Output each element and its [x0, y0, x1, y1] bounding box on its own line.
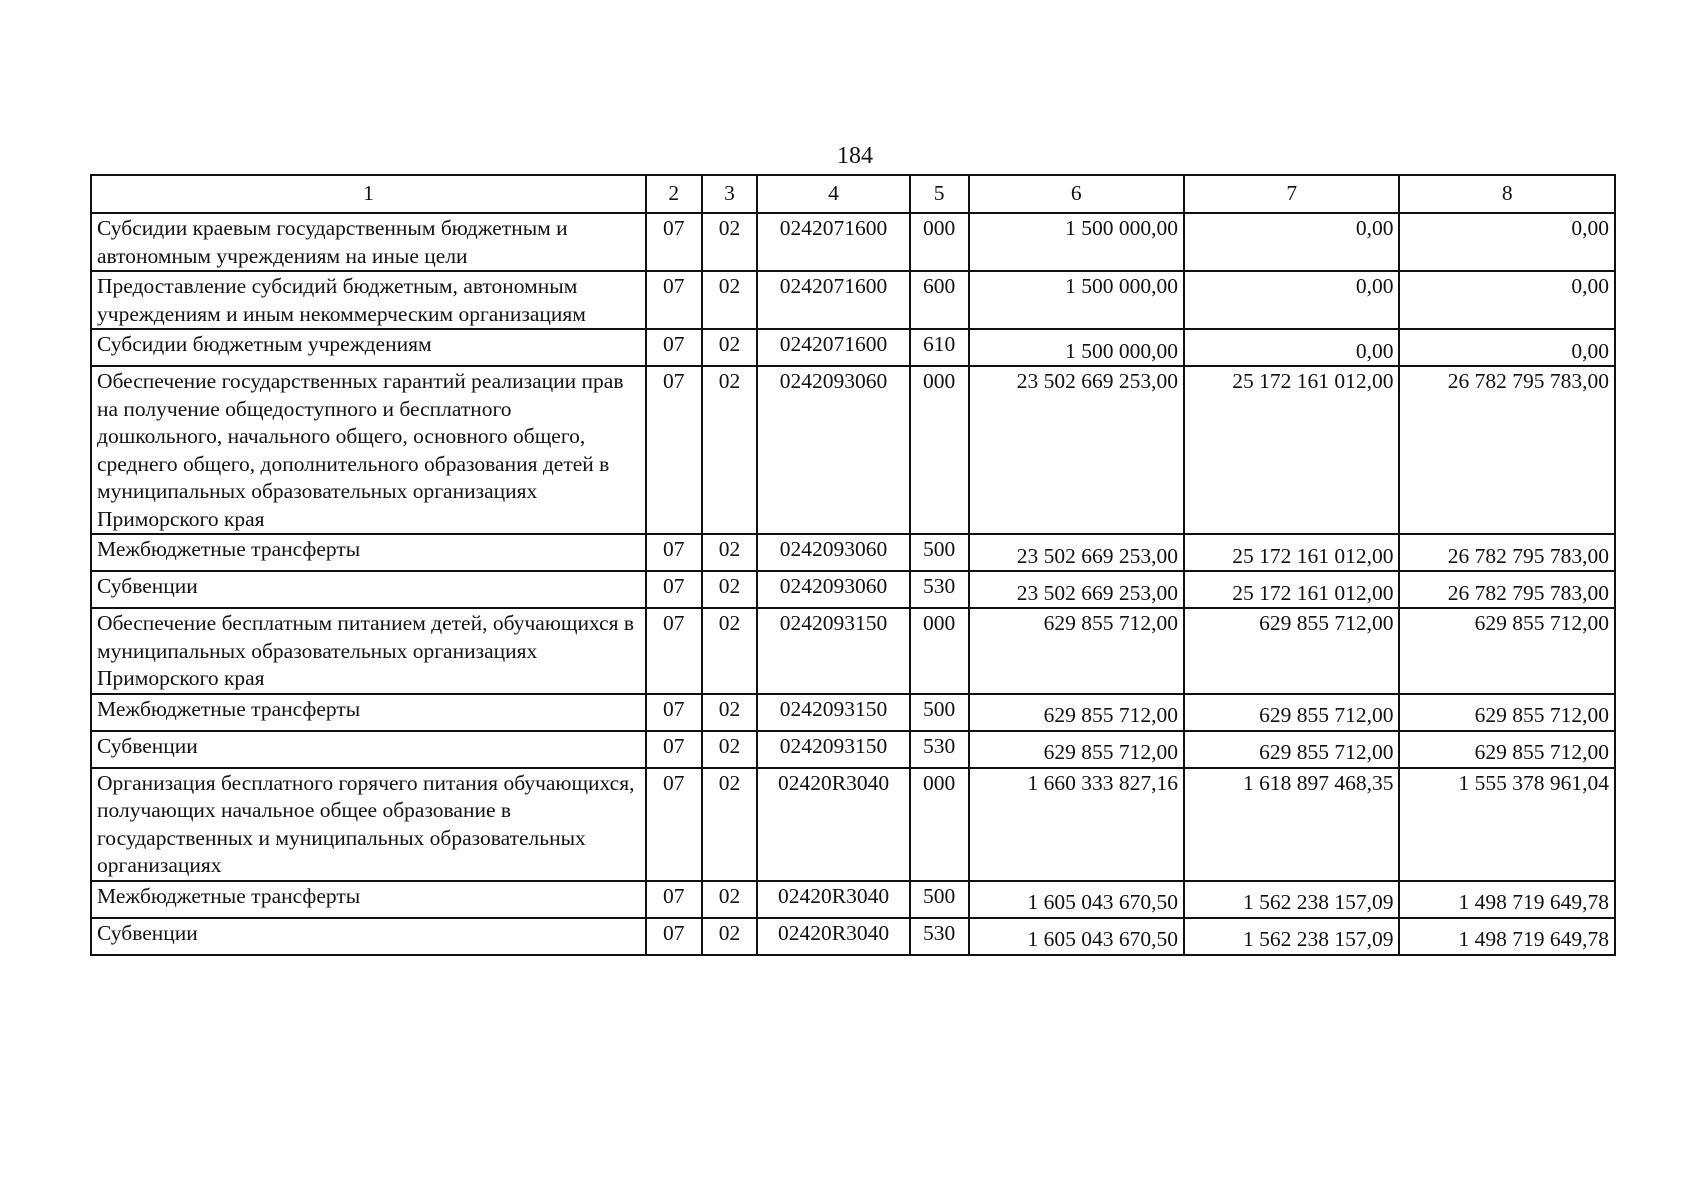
amount-col-7: 25 172 161 012,00	[1184, 534, 1399, 571]
table-row	[91, 213, 1615, 271]
table-row	[91, 608, 1615, 694]
expense-type-code: 530	[910, 571, 969, 608]
subsection-code: 02	[702, 534, 758, 571]
column-header-5: 5	[910, 175, 969, 213]
section-code: 07	[646, 213, 702, 271]
amount-col-8: 0,00	[1399, 271, 1615, 329]
amount-col-7: 0,00	[1184, 271, 1399, 329]
subsection-code: 02	[702, 571, 758, 608]
subsection-code: 02	[702, 271, 758, 329]
amount-col-8: 1 498 719 649,78	[1399, 918, 1615, 955]
amount-col-8: 26 782 795 783,00	[1399, 571, 1615, 608]
expense-type-code: 000	[910, 768, 969, 881]
expense-type-code: 500	[910, 694, 969, 731]
row-name: Межбюджетные трансферты	[91, 881, 646, 918]
target-article-code: 0242093150	[757, 608, 909, 694]
amount-col-7: 629 855 712,00	[1184, 694, 1399, 731]
column-header-2: 2	[646, 175, 702, 213]
amount-col-8: 0,00	[1399, 213, 1615, 271]
row-name: Обеспечение государственных гарантий реализации прав на получение общедоступного и бесплатного дошкольного, начального общего, основного общего, среднего общего, дополнительного образования детей в муниципальных образовательных организациях Приморского края	[91, 366, 646, 534]
row-name: Межбюджетные трансферты	[91, 694, 646, 731]
amount-col-7: 1 618 897 468,35	[1184, 768, 1399, 881]
amount-col-8: 1 498 719 649,78	[1399, 881, 1615, 918]
table-row	[91, 731, 1615, 768]
row-name: Межбюджетные трансферты	[91, 534, 646, 571]
table-row	[91, 271, 1615, 329]
header-row	[91, 175, 1615, 213]
column-header-6: 6	[969, 175, 1184, 213]
column-header-3: 3	[702, 175, 758, 213]
amount-col-8: 629 855 712,00	[1399, 608, 1615, 694]
section-code: 07	[646, 918, 702, 955]
target-article-code: 0242071600	[757, 271, 909, 329]
amount-col-6: 1 500 000,00	[969, 271, 1184, 329]
target-article-code: 0242093060	[757, 366, 909, 534]
amount-col-6: 629 855 712,00	[969, 608, 1184, 694]
row-name: Субсидии краевым государственным бюджетным и автономным учреждениям на иные цели	[91, 213, 646, 271]
expense-type-code: 000	[910, 366, 969, 534]
amount-col-6: 629 855 712,00	[969, 694, 1184, 731]
amount-col-8: 0,00	[1399, 329, 1615, 366]
amount-col-6: 1 605 043 670,50	[969, 881, 1184, 918]
amount-col-7: 629 855 712,00	[1184, 608, 1399, 694]
section-code: 07	[646, 271, 702, 329]
row-name: Предоставление субсидий бюджетным, автономным учреждениям и иным некоммерческим организациям	[91, 271, 646, 329]
subsection-code: 02	[702, 731, 758, 768]
table-row	[91, 694, 1615, 731]
target-article-code: 02420R3040	[757, 768, 909, 881]
table-row	[91, 534, 1615, 571]
section-code: 07	[646, 694, 702, 731]
amount-col-7: 0,00	[1184, 329, 1399, 366]
subsection-code: 02	[702, 881, 758, 918]
target-article-code: 02420R3040	[757, 918, 909, 955]
table-row	[91, 366, 1615, 534]
column-header-7: 7	[1184, 175, 1399, 213]
target-article-code: 02420R3040	[757, 881, 909, 918]
subsection-code: 02	[702, 694, 758, 731]
expense-type-code: 600	[910, 271, 969, 329]
row-name: Субсидии бюджетным учреждениям	[91, 329, 646, 366]
amount-col-6: 629 855 712,00	[969, 731, 1184, 768]
section-code: 07	[646, 329, 702, 366]
subsection-code: 02	[702, 608, 758, 694]
amount-col-6: 23 502 669 253,00	[969, 534, 1184, 571]
amount-col-8: 629 855 712,00	[1399, 694, 1615, 731]
table-row	[91, 571, 1615, 608]
row-name: Обеспечение бесплатным питанием детей, обучающихся в муниципальных образовательных организациях Приморского края	[91, 608, 646, 694]
expense-type-code: 000	[910, 608, 969, 694]
expense-type-code: 500	[910, 881, 969, 918]
amount-col-8: 1 555 378 961,04	[1399, 768, 1615, 881]
section-code: 07	[646, 768, 702, 881]
row-name: Субвенции	[91, 918, 646, 955]
row-name: Субвенции	[91, 731, 646, 768]
row-name: Организация бесплатного горячего питания обучающихся, получающих начальное общее образование в государственных и муниципальных образовательных организациях	[91, 768, 646, 881]
table-row	[91, 768, 1615, 881]
amount-col-7: 1 562 238 157,09	[1184, 918, 1399, 955]
budget-table	[90, 174, 1616, 956]
table-row	[91, 329, 1615, 366]
amount-col-6: 23 502 669 253,00	[969, 366, 1184, 534]
amount-col-6: 1 660 333 827,16	[969, 768, 1184, 881]
section-code: 07	[646, 534, 702, 571]
amount-col-6: 23 502 669 253,00	[969, 571, 1184, 608]
expense-type-code: 000	[910, 213, 969, 271]
page-number: 184	[837, 143, 873, 169]
amount-col-7: 25 172 161 012,00	[1184, 571, 1399, 608]
section-code: 07	[646, 571, 702, 608]
amount-col-8: 26 782 795 783,00	[1399, 366, 1615, 534]
table-row	[91, 918, 1615, 955]
section-code: 07	[646, 608, 702, 694]
row-name: Субвенции	[91, 571, 646, 608]
amount-col-7: 629 855 712,00	[1184, 731, 1399, 768]
expense-type-code: 500	[910, 534, 969, 571]
section-code: 07	[646, 366, 702, 534]
amount-col-8: 629 855 712,00	[1399, 731, 1615, 768]
column-header-1: 1	[91, 175, 646, 213]
expense-type-code: 530	[910, 918, 969, 955]
amount-col-7: 25 172 161 012,00	[1184, 366, 1399, 534]
target-article-code: 0242093060	[757, 571, 909, 608]
target-article-code: 0242093150	[757, 731, 909, 768]
subsection-code: 02	[702, 329, 758, 366]
target-article-code: 0242071600	[757, 329, 909, 366]
amount-col-6: 1 605 043 670,50	[969, 918, 1184, 955]
amount-col-7: 1 562 238 157,09	[1184, 881, 1399, 918]
subsection-code: 02	[702, 366, 758, 534]
amount-col-8: 26 782 795 783,00	[1399, 534, 1615, 571]
amount-col-6: 1 500 000,00	[969, 329, 1184, 366]
subsection-code: 02	[702, 768, 758, 881]
amount-col-6: 1 500 000,00	[969, 213, 1184, 271]
subsection-code: 02	[702, 918, 758, 955]
subsection-code: 02	[702, 213, 758, 271]
target-article-code: 0242093060	[757, 534, 909, 571]
target-article-code: 0242093150	[757, 694, 909, 731]
column-header-8: 8	[1399, 175, 1615, 213]
amount-col-7: 0,00	[1184, 213, 1399, 271]
target-article-code: 0242071600	[757, 213, 909, 271]
table-row	[91, 881, 1615, 918]
expense-type-code: 610	[910, 329, 969, 366]
section-code: 07	[646, 731, 702, 768]
column-header-4: 4	[757, 175, 909, 213]
section-code: 07	[646, 881, 702, 918]
expense-type-code: 530	[910, 731, 969, 768]
